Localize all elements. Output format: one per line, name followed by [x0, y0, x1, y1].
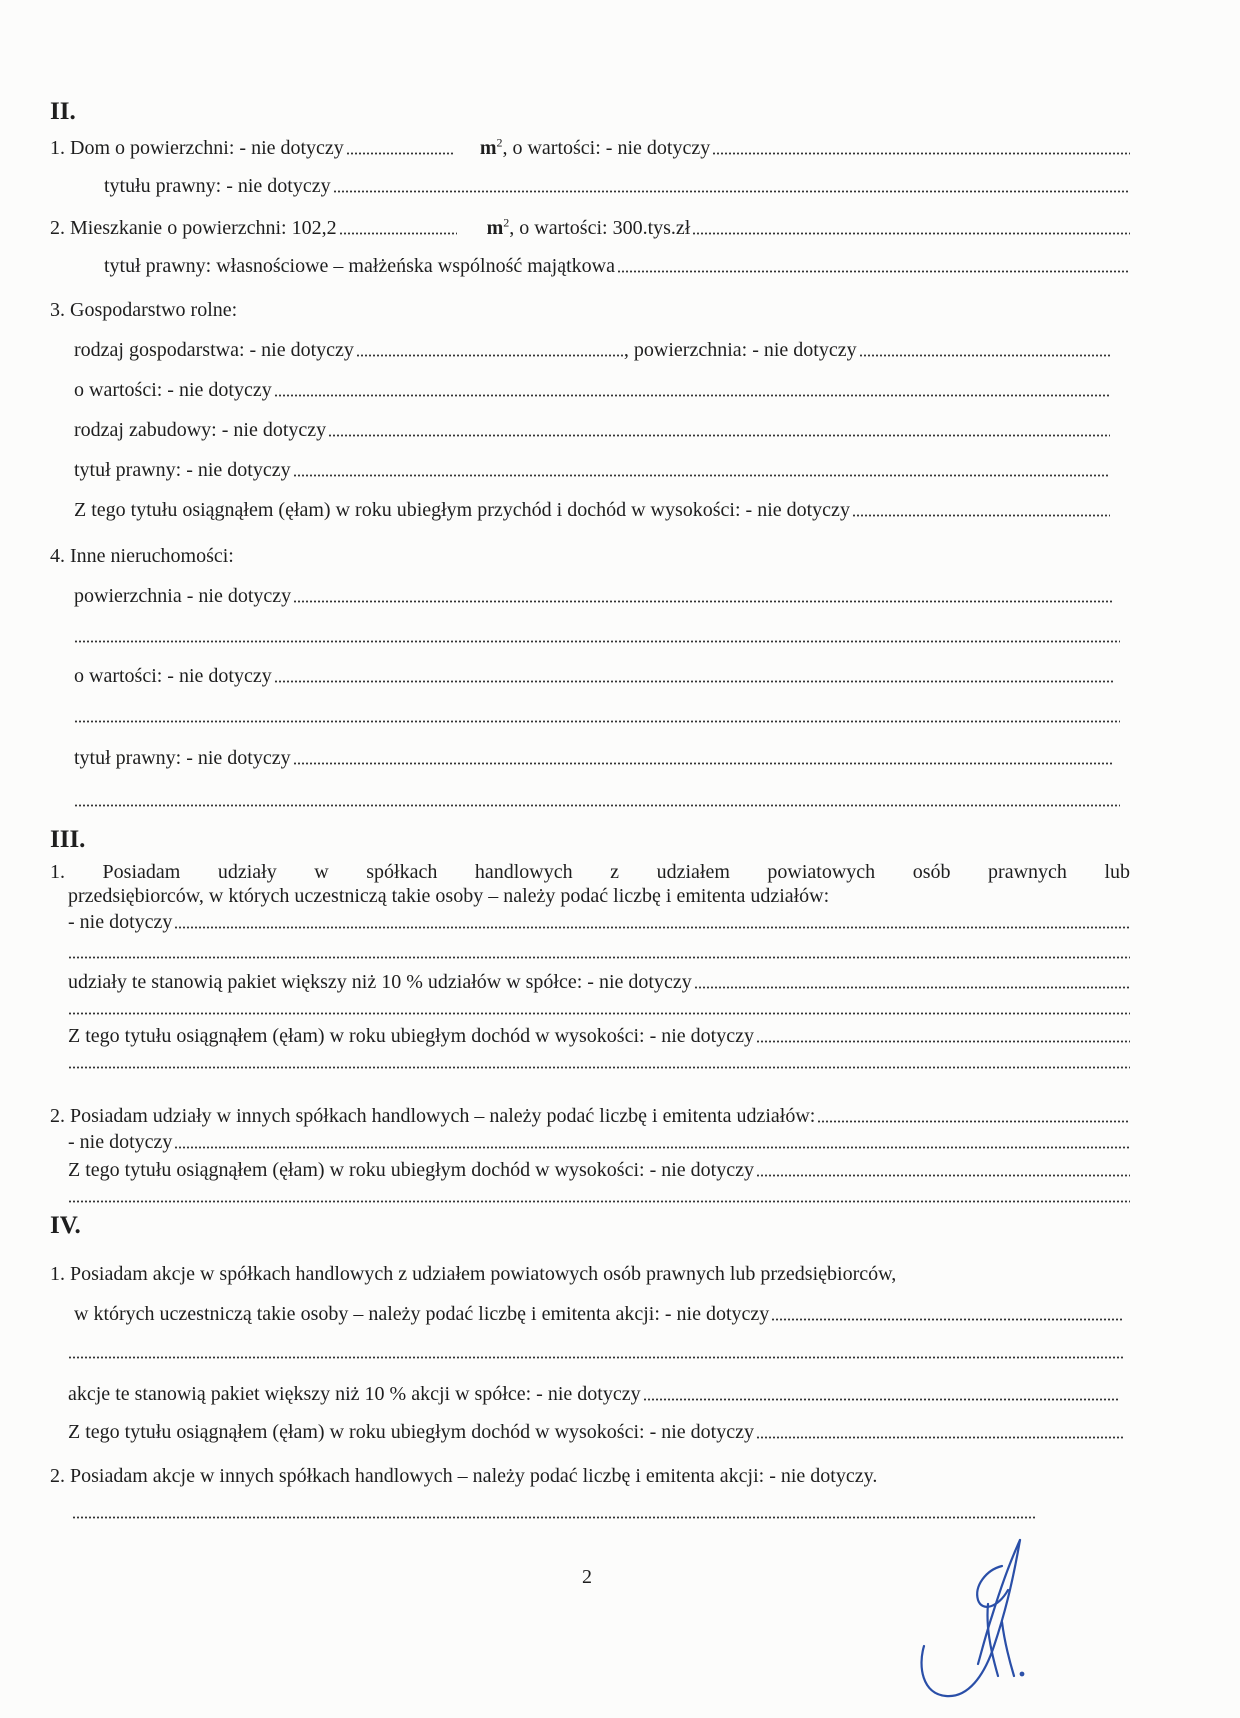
item-3-1-shares-line1	[50, 860, 1130, 884]
other-property-area-label: powierzchnia - nie dotyczy	[74, 585, 292, 607]
stocks-stake-line	[68, 1382, 1120, 1406]
house-legal-title	[104, 174, 1130, 198]
shares-not-applicable-line	[68, 910, 1130, 934]
word: osób	[912, 861, 951, 883]
other-property-value-label: o wartości: - nie dotyczy	[74, 665, 272, 687]
item-2-1-house	[50, 136, 1130, 160]
word: Posiadam	[102, 861, 181, 883]
blank-dotted-line	[68, 1066, 1130, 1069]
apartment-unit-exponent: 2	[503, 216, 510, 230]
blank-dotted-line	[68, 1200, 1130, 1203]
blank-dotted-line	[74, 804, 1120, 807]
apartment-area-label: 2. Mieszkanie o powierzchni: 102,2	[50, 217, 337, 239]
other-shares-income-line	[68, 1158, 1130, 1182]
blank-dotted-line	[74, 640, 1120, 643]
blank-dotted-line	[74, 720, 1120, 723]
farm-area-label: , powierzchnia: - nie dotyczy	[623, 339, 857, 361]
word: 1.	[50, 861, 65, 883]
word: handlowych	[474, 861, 573, 883]
farm-income-line	[74, 498, 1110, 522]
word: udziałem	[656, 861, 730, 883]
other-stocks-label: 2. Posiadam akcje w innych spółkach handlowych – należy podać liczbę i emitenta akcji: - nie dotyczy.	[50, 1465, 878, 1487]
word: powiatowych	[767, 861, 876, 883]
item-2-4-other-property	[50, 544, 650, 568]
blank-dotted-line	[68, 1356, 1124, 1359]
house-legal-title-text: tytułu prawny: - nie dotyczy	[104, 175, 331, 197]
farm-legal-title-label: tytuł prawny: - nie dotyczy	[74, 459, 291, 481]
item-3-1-shares-line2	[68, 884, 1130, 908]
apartment-unit: m	[486, 217, 504, 239]
word: prawnych	[988, 861, 1067, 883]
farm-value-line	[74, 378, 1110, 402]
farm-income-label: Z tego tytułu osiągnąłem (ęłam) w roku ubiegłym przychód i dochód w wysokości: - nie dotyczy	[74, 499, 850, 521]
section-heading-ii: II.	[50, 98, 76, 125]
word: z	[610, 861, 620, 883]
word: lub	[1104, 861, 1130, 883]
shares-stake-label: udziały te stanowią pakiet większy niż 10 % udziałów w spółce: - nie dotyczy	[68, 971, 692, 993]
item-3-2-other-shares	[50, 1104, 1130, 1128]
blank-dotted-line	[68, 1012, 1130, 1015]
blank-dotted-line	[68, 956, 1130, 959]
stocks-stake-label: akcje te stanowią pakiet większy niż 10 % akcji w spółce: - nie dotyczy	[68, 1383, 641, 1405]
farm-value-label: o wartości: - nie dotyczy	[74, 379, 272, 401]
blank-dotted-line	[72, 1516, 1036, 1519]
other-property-legal-title-label: tytuł prawny: - nie dotyczy	[74, 747, 291, 769]
word: w	[314, 861, 329, 883]
house-unit-exponent: 2	[496, 136, 503, 150]
item-4-2-other-stocks	[50, 1464, 1136, 1488]
farm-buildings-label: rodzaj zabudowy: - nie dotyczy	[74, 419, 327, 441]
apartment-legal-title-text: tytuł prawny: własnościowe – małżeńska wspólność majątkowa	[104, 255, 615, 277]
stocks-income-line	[68, 1420, 1124, 1444]
other-property-heading: 4. Inne nieruchomości:	[50, 545, 234, 567]
shares-stake-line	[68, 970, 1130, 994]
farm-legal-title-line	[74, 458, 1110, 482]
item-4-1-stocks-line2	[74, 1302, 1122, 1326]
other-shares-label: 2. Posiadam udziały w innych spółkach handlowych – należy podać liczbę i emitenta udziałów:	[50, 1105, 816, 1127]
other-property-area-line	[74, 584, 1114, 608]
section-heading-iii: III.	[50, 826, 86, 853]
shares-issuer-label: przedsiębiorców, w których uczestniczą takie osoby – należy podać liczbę i emitenta udziałów:	[68, 885, 830, 907]
handwritten-signature-icon	[916, 1526, 1036, 1706]
other-property-value-line	[74, 664, 1114, 688]
other-shares-income-label: Z tego tytułu osiągnąłem (ęłam) w roku ubiegłym dochód w wysokości: - nie dotyczy	[68, 1159, 754, 1181]
word: spółkach	[366, 861, 438, 883]
item-4-1-stocks-line1	[50, 1262, 1130, 1286]
house-area-label: 1. Dom o powierzchni: - nie dotyczy	[50, 137, 344, 159]
other-property-legal-title-line	[74, 746, 1114, 770]
apartment-legal-title	[104, 254, 1130, 278]
other-shares-not-applicable-line	[68, 1130, 1130, 1154]
farm-type-label: rodzaj gospodarstwa: - nie dotyczy	[74, 339, 354, 361]
shares-income-label: Z tego tytułu osiągnąłem (ęłam) w roku ubiegłym dochód w wysokości: - nie dotyczy	[68, 1025, 754, 1047]
house-value-label: , o wartości: - nie dotyczy	[502, 137, 711, 159]
stocks-heading: 1. Posiadam akcje w spółkach handlowych z udziałem powiatowych osób prawnych lub przedsiębiorców,	[50, 1263, 897, 1285]
stocks-issuer-label: w których uczestniczą takie osoby – należy podać liczbę i emitenta akcji: - nie dotyczy	[74, 1303, 770, 1325]
farm-heading: 3. Gospodarstwo rolne:	[50, 299, 238, 321]
item-2-3-farm	[50, 298, 650, 322]
stocks-income-label: Z tego tytułu osiągnąłem (ęłam) w roku ubiegłym dochód w wysokości: - nie dotyczy	[68, 1421, 754, 1443]
farm-buildings-line	[74, 418, 1110, 442]
page-number: 2	[582, 1566, 592, 1588]
item-2-2-apartment	[50, 216, 1130, 240]
section-heading-iv: IV.	[50, 1212, 81, 1239]
farm-type-line	[74, 338, 1110, 362]
shares-not-applicable: - nie dotyczy	[68, 911, 173, 933]
house-unit: m	[479, 137, 497, 159]
word: udziały	[217, 861, 277, 883]
other-shares-not-applicable: - nie dotyczy	[68, 1131, 173, 1153]
shares-income-line	[68, 1024, 1130, 1048]
apartment-value-label: , o wartości: 300.tys.zł	[509, 217, 691, 239]
